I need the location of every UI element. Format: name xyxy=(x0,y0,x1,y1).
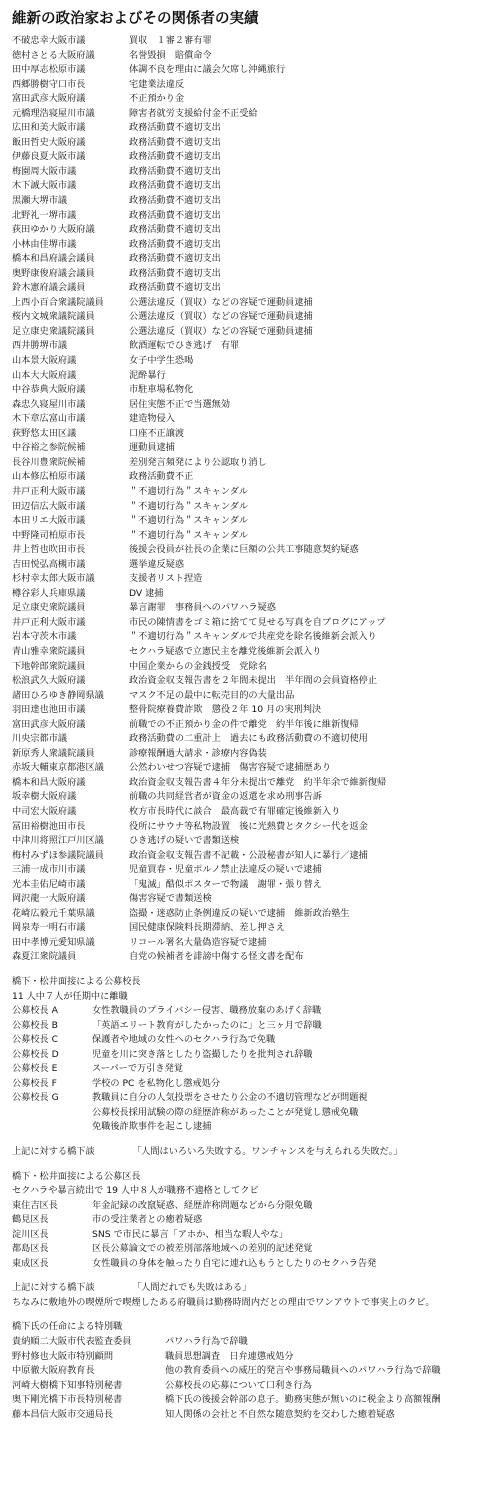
row-description: 選挙違反疑惑 xyxy=(129,558,185,570)
row-description: 暴言謝罪 事務員へのパワハラ疑惑 xyxy=(129,602,276,614)
row-name: 森夏江衆院議員 xyxy=(12,951,77,963)
row-description: 公然わいせつ容疑で逮捕 傷害容疑で逮捕歴あり xyxy=(129,762,332,774)
row-description: 政務活動費不適切支出 xyxy=(129,122,221,134)
principal-subheading: 11 人中７人が任期中に離職 xyxy=(12,990,128,1002)
row-name: 足立康史衆院議員 xyxy=(12,602,86,614)
row-description: 政治資金収支報告書不記載・公設秘書が知人に暴行／逮捕 xyxy=(129,849,368,861)
politician-row xyxy=(12,805,496,820)
row-description: 前職の共同経営者が資金の返還を求め刑事告訴 xyxy=(129,791,322,803)
row-description: SNS で市民に暴言「アホか、相当な暇人やな」 xyxy=(92,1228,289,1240)
row-description: 政務活動費不適切支出 xyxy=(129,253,221,265)
row-description: 市民の陳情書をゴミ箱に捨てて見せる写真を自ブログにアップ xyxy=(129,616,386,628)
politician-row xyxy=(12,892,496,907)
row-name: 橋本和昌府議会議員 xyxy=(12,253,95,265)
politician-row xyxy=(12,645,496,660)
row-name: 新原秀人衆議院議員 xyxy=(12,747,95,759)
politician-row xyxy=(12,936,496,951)
row-description: 政務活動費不適切支出 xyxy=(129,238,221,250)
row-description: セクハラ疑惑で立憲民主を離党後維新会派入り xyxy=(129,645,322,657)
indent xyxy=(12,1120,92,1135)
row-description: 「鬼滅」酷似ポスターで物議 謝罪・張り替え xyxy=(129,878,322,890)
indent xyxy=(12,1106,92,1121)
ward-list xyxy=(12,1199,496,1272)
row-name: 諸田ひろゆき静岡県議 xyxy=(12,689,104,701)
row-description: パワハラ行為で辞職 xyxy=(165,1336,248,1348)
row-description: 公募校長採用試験の際の経歴詐称があったことが発覚し懲戒免職 xyxy=(92,1106,359,1118)
politician-row xyxy=(12,325,496,340)
row-name: 冨田裕樹池田市長 xyxy=(12,820,86,832)
row-name: 東成区長 xyxy=(12,1257,49,1269)
row-description: 政務活動費不適切支出 xyxy=(129,136,221,148)
row-description: 職員思想調査 日弁連懲戒処分 xyxy=(165,1350,294,1362)
row-description: 女性職員の身体を触ったり自宅に連れ込もうとしたりのセクハラ告発 xyxy=(92,1257,377,1269)
row-name: 森忠久寝屋川市議 xyxy=(12,398,86,410)
row-name: 桜内文城衆議院議員 xyxy=(12,311,95,323)
row-description: 傷害容疑で書類送検 xyxy=(129,893,212,905)
politician-row xyxy=(12,223,496,238)
row-name: 富田武彦大阪府議 xyxy=(12,718,86,730)
politician-row xyxy=(12,383,496,398)
row-name: 光本圭佑尼崎市議 xyxy=(12,878,86,890)
row-name: 杉村幸太郎大阪市議 xyxy=(12,573,95,585)
politician-row xyxy=(12,107,496,122)
politician-row xyxy=(12,136,496,151)
row-name: 中原徹大阪府教育長 xyxy=(12,1365,95,1377)
ward-section xyxy=(12,1170,496,1272)
row-description: 差別発言頻発により公認取り消し xyxy=(129,456,267,468)
principal-heading: 橋下・松井面接による公募校長 xyxy=(12,976,141,987)
row-description: 国民健康保険料長期滞納、差し押さえ xyxy=(129,922,286,934)
row-description: ＂不適切行為＂スキャンダル xyxy=(129,515,249,527)
principal-row xyxy=(12,1019,496,1034)
row-description: ひき逃げの疑いで書類送検 xyxy=(129,835,240,847)
row-name: 元橋理浩寝屋川市議 xyxy=(12,107,95,119)
politician-row xyxy=(12,543,496,558)
politician-row xyxy=(12,878,496,893)
row-name: 奥下剛光橋下市長特別秘書 xyxy=(12,1394,123,1406)
row-name: 本田リエ大阪市議 xyxy=(12,515,86,527)
politician-row xyxy=(12,238,496,253)
spacer xyxy=(12,1160,496,1170)
response-row xyxy=(12,1281,496,1296)
row-name: 岡沢龍一大阪府議 xyxy=(12,893,86,905)
principal-row xyxy=(12,1033,496,1048)
row-description: 居住実態不正で当選無効 xyxy=(129,398,231,410)
special-heading: 橋下氏の任命による特別職 xyxy=(12,1321,123,1333)
row-description: 前職での不正預かり金の件で離党 約半年後に維新復帰 xyxy=(129,718,359,730)
row-description: 保護者や地域の女性へのセクハラ行為で免職 xyxy=(92,1034,276,1046)
spacer xyxy=(12,1271,496,1281)
row-description: ＂不適切行為＂スキャンダル xyxy=(129,500,249,512)
row-name: 中野隆司柏原市長 xyxy=(12,529,86,541)
spacer xyxy=(12,1310,496,1320)
politician-row xyxy=(12,587,496,602)
special-section xyxy=(12,1320,496,1422)
ward-note: ちなみに敷地外の喫煙所で喫煙したある府職員は勤務時間内だとの理由でワンアウトで事実上のクビ。 xyxy=(12,1296,435,1308)
politician-row xyxy=(12,49,496,64)
row-name: 赤坂大輔東京都港区議 xyxy=(12,762,104,774)
politician-row xyxy=(12,572,496,587)
row-description: 女子中学生恐喝 xyxy=(129,355,194,367)
politician-row xyxy=(12,427,496,442)
row-description: 区長公募論文での被差別部落地域への差別的記述発覚 xyxy=(92,1243,313,1255)
response-row xyxy=(12,1145,496,1160)
row-name: 松浪武久大阪府議 xyxy=(12,675,86,687)
politician-row xyxy=(12,950,496,965)
politician-row xyxy=(12,790,496,805)
politician-row xyxy=(12,165,496,180)
politician-row xyxy=(12,718,496,733)
row-description: 政務活動費の二重計上 過去にも政務活動費の不適切使用 xyxy=(129,733,368,745)
row-name: 梅園周大阪市議 xyxy=(12,165,77,177)
politician-row xyxy=(12,339,496,354)
row-name: 山本大大阪府議 xyxy=(12,369,77,381)
politician-row xyxy=(12,514,496,529)
politician-row xyxy=(12,369,496,384)
row-description: マスク不足の最中に転売目的の大量出品 xyxy=(129,689,295,701)
row-name: 坂幸樹大阪府議 xyxy=(12,791,77,803)
politician-row xyxy=(12,907,496,922)
row-name: 足立康史衆議院議員 xyxy=(12,325,95,337)
row-name: 西井勝堺市議 xyxy=(12,340,68,352)
row-description: 枚方市長時代に談合 最高裁で有罪確定後維新入り xyxy=(129,805,341,817)
row-name: 西郷勝樹守口市長 xyxy=(12,78,86,90)
row-description: 政務活動費不適切支出 xyxy=(129,282,221,294)
special-row xyxy=(12,1393,496,1408)
politician-row xyxy=(12,121,496,136)
politician-row xyxy=(12,412,496,427)
politician-row xyxy=(12,834,496,849)
row-name: 田中孝博元愛知県議 xyxy=(12,936,95,948)
ward-row xyxy=(12,1213,496,1228)
row-description: 診療報酬過大請求・診療内容偽装 xyxy=(129,747,267,759)
principal-section xyxy=(12,975,496,1135)
row-name: 黒瀬大堺市議 xyxy=(12,195,68,207)
row-description: 整骨院療養費詐欺 懲役２年 10 月の実刑判決 xyxy=(129,704,322,716)
row-name: 広田和美大阪市議 xyxy=(12,122,86,134)
row-name: 梅村みずほ参議院議員 xyxy=(12,849,104,861)
document xyxy=(12,8,496,1422)
row-description: 公募校長の応募について口利き行為 xyxy=(165,1379,312,1391)
row-description: 買収 １審２審有罪 xyxy=(129,35,212,46)
politician-row xyxy=(12,296,496,311)
politician-row xyxy=(12,601,496,616)
row-name: 北野礼一堺市議 xyxy=(12,209,77,221)
row-name: 奥野康俊府議会議員 xyxy=(12,267,95,279)
politician-row xyxy=(12,747,496,762)
politician-row xyxy=(12,776,496,791)
spacer xyxy=(12,1135,496,1145)
row-description: 児童買春・児童ポルノ禁止法違反の疑いで逮捕 xyxy=(129,864,322,876)
row-name: 木下章広富山市議 xyxy=(12,413,86,425)
politician-row xyxy=(12,703,496,718)
row-name: 河崎大樹橋下知事特別秘書 xyxy=(12,1379,123,1391)
row-description: 児童を川に突き落としたり盗撮したりを批判され辞職 xyxy=(92,1048,313,1060)
row-description: 市駐車場私物化 xyxy=(129,384,194,396)
politician-row xyxy=(12,281,496,296)
row-name: 不破忠幸大阪市議 xyxy=(12,35,86,46)
special-row xyxy=(12,1364,496,1379)
row-description: 運動員逮捕 xyxy=(129,442,175,454)
row-description: 体調不良を理由に議会欠席し沖縄旅行 xyxy=(129,64,286,76)
row-description: 免職後詐欺事件を起こし逮捕 xyxy=(92,1121,212,1133)
ward-subheading: セクハラや暴言続出で 19 人中８人が職務不適格としてクビ xyxy=(12,1185,259,1197)
row-description: 教職員に自分の人気投票をさせたり公金の不適切管理などが問題視 xyxy=(92,1092,368,1104)
row-name: 貴納順二大阪市代表監査委員 xyxy=(12,1336,132,1348)
row-description: 口座不正譲渡 xyxy=(129,427,185,439)
row-description: 後援会役員が社長の企業に巨額の公共工事随意契約疑惑 xyxy=(129,544,359,556)
ward-response xyxy=(12,1281,496,1310)
row-description: 政務活動費不適切支出 xyxy=(129,195,221,207)
row-description: DV 逮捕 xyxy=(129,587,164,599)
row-name: 長谷川豊衆院候補 xyxy=(12,456,86,468)
row-description: 宅建業法違反 xyxy=(129,78,185,90)
row-description: ＂不適切行為＂スキャンダルで共産党を除名後維新会派入り xyxy=(129,631,377,643)
row-name: 公募校長 D xyxy=(12,1048,59,1060)
row-name: 公募校長 G xyxy=(12,1092,59,1104)
politician-row xyxy=(12,252,496,267)
row-description: 政務活動費不適切支出 xyxy=(129,209,221,221)
row-name: 公募校長 B xyxy=(12,1019,58,1031)
row-description: ＂不適切行為＂スキャンダル xyxy=(129,485,249,497)
principal-response xyxy=(12,1145,496,1160)
principal-continuation xyxy=(12,1106,496,1135)
response-label: 上記に対する橋下談 xyxy=(12,1146,95,1158)
row-name: 鶴見区長 xyxy=(12,1214,49,1226)
row-name: 井戸正利大阪市議 xyxy=(12,616,86,628)
row-description: リコール署名大量偽造容疑で逮捕 xyxy=(129,936,267,948)
row-name: 公募校長 E xyxy=(12,1063,58,1075)
politician-row xyxy=(12,267,496,282)
politician-row xyxy=(12,179,496,194)
page-title: 維新の政治家およびその関係者の実績 xyxy=(12,11,259,27)
row-name: 三浦一成市川市議 xyxy=(12,864,86,876)
politician-row xyxy=(12,398,496,413)
row-name: 公募校長 C xyxy=(12,1034,59,1046)
politician-row xyxy=(12,194,496,209)
politician-row xyxy=(12,310,496,325)
row-name: 山本景大阪府議 xyxy=(12,355,77,367)
row-name: 淀川区長 xyxy=(12,1228,49,1240)
row-description: 市の受注業者との癒着疑惑 xyxy=(92,1214,203,1226)
row-name: 吉田悦弘高槻市議 xyxy=(12,558,86,570)
row-description: 知人関係の会社と不自然な随意契約を交わした癒着疑惑 xyxy=(165,1408,395,1420)
row-name: 藤本昌信大阪市交通局長 xyxy=(12,1408,114,1420)
row-description: 泥酔暴行 xyxy=(129,369,166,381)
politician-row xyxy=(12,863,496,878)
politician-row xyxy=(12,820,496,835)
principal-continuation-row xyxy=(12,1106,496,1121)
row-description: 政治資金収支報告書を２年間未提出 半年間の会員資格停止 xyxy=(129,675,378,687)
politician-row xyxy=(12,761,496,776)
row-name: 山本修広柏原市議 xyxy=(12,471,86,483)
row-name: 鈴木憲府議会議員 xyxy=(12,282,86,294)
row-name: 中谷恭典大阪府議 xyxy=(12,384,86,396)
politician-row xyxy=(12,732,496,747)
row-description: 政務活動費不適切支出 xyxy=(129,151,221,163)
row-name: 中谷裕之参院候補 xyxy=(12,442,86,454)
row-name: 川央宗都市議 xyxy=(12,733,68,745)
politician-row xyxy=(12,660,496,675)
politician-row xyxy=(12,150,496,165)
spacer xyxy=(12,965,496,975)
row-description: 名誉毀損 賠償命令 xyxy=(129,49,212,61)
row-description: 役所にサウナ等私物設置 後に光熱費とタクシー代を返金 xyxy=(129,820,368,832)
row-name: 徳村さとる大阪府議 xyxy=(12,49,95,61)
response-quote: 「人間だれでも失敗はある」 xyxy=(132,1282,252,1294)
politician-list xyxy=(12,34,496,965)
principal-row xyxy=(12,1048,496,1063)
principal-row xyxy=(12,1004,496,1019)
row-description: 公選法違反（買収）などの容疑で運動員逮捕 xyxy=(129,311,313,323)
row-description: 支援者リスト捏造 xyxy=(129,573,203,585)
politician-row xyxy=(12,456,496,471)
row-name: 公募校長 A xyxy=(12,1005,58,1017)
row-description: 政治資金収支報告書４年分未提出で離党 約半年余で維新復帰 xyxy=(129,776,387,788)
politician-row xyxy=(12,849,496,864)
row-name: 下地幹郎衆院議員 xyxy=(12,660,86,672)
row-name: 岩本守茨木市議 xyxy=(12,631,77,643)
row-name: 井上哲也吹田市長 xyxy=(12,544,86,556)
row-description: 政務活動費不適切支出 xyxy=(129,224,221,236)
politician-row xyxy=(12,674,496,689)
row-description: 「英語エリート教育がしたかったのに」と三ヶ月で辞職 xyxy=(92,1019,322,1031)
politician-row xyxy=(12,354,496,369)
row-description: 他の教育委員への威圧的発言や事務局職員へのパワハラ行為で辞職 xyxy=(165,1365,441,1377)
row-name: 公募校長 F xyxy=(12,1077,57,1089)
ward-heading: 橋下・松井面接による公募区長 xyxy=(12,1170,141,1182)
row-name: 中司宏大阪府議 xyxy=(12,805,77,817)
row-name: 荻野悠太田区議 xyxy=(12,427,77,439)
politician-row xyxy=(12,34,496,49)
row-name: 木下誠大阪市議 xyxy=(12,180,77,192)
politician-row xyxy=(12,500,496,515)
row-description: 政務活動費不適切支出 xyxy=(129,165,221,177)
special-row xyxy=(12,1350,496,1365)
row-name: 飯田哲史大阪府議 xyxy=(12,136,86,148)
row-description: 年金記録の改竄疑惑、経歴詐称問題などから分限免職 xyxy=(92,1199,313,1211)
row-name: 荻田ゆかり大阪府議 xyxy=(12,224,95,236)
row-description: 盗撮・迷惑防止条例違反の疑いで逮捕 維新政治塾生 xyxy=(129,907,350,919)
row-description: 政務活動費不適切支出 xyxy=(129,267,221,279)
row-name: 青山雅幸衆院議員 xyxy=(12,645,86,657)
row-description: 女性教職員のプライバシー侵害、職務放棄のあげく辞職 xyxy=(92,1005,322,1017)
row-name: 田辺信広大阪市議 xyxy=(12,500,86,512)
politician-row xyxy=(12,689,496,704)
politician-row xyxy=(12,529,496,544)
politician-row xyxy=(12,485,496,500)
row-description: 学校の PC を私物化し懲戒処分 xyxy=(92,1077,221,1089)
row-description: 自党の候補者を誹謗中傷する怪文書を配布 xyxy=(129,951,304,963)
politician-row xyxy=(12,92,496,107)
row-name: 都島区長 xyxy=(12,1243,49,1255)
row-description: 中国企業からの金銭授受 党除名 xyxy=(129,660,267,672)
row-name: 岡泉寿一明石市議 xyxy=(12,922,86,934)
row-description: 飲酒運転でひき逃げ 有罪 xyxy=(129,340,240,352)
response-quote: 「人間はいろいろ失敗する。ワンチャンスを与えられる失敗だ。」 xyxy=(132,1146,403,1158)
row-name: 東住吉区長 xyxy=(12,1199,58,1211)
principal-list xyxy=(12,1004,496,1106)
row-name: 井戸正利大阪市議 xyxy=(12,485,86,497)
special-row xyxy=(12,1335,496,1350)
row-name: 小林由佳堺市議 xyxy=(12,238,77,250)
row-description: 政務活動費不正 xyxy=(129,471,194,483)
row-description: 政務活動費不適切支出 xyxy=(129,180,221,192)
ward-row xyxy=(12,1199,496,1214)
politician-row xyxy=(12,616,496,631)
row-description: 橋下氏の後援会幹部の息子。勤務実態が無いのに税金より高額報酬 xyxy=(165,1394,441,1406)
row-description: 建造物侵入 xyxy=(129,413,175,425)
special-row xyxy=(12,1408,496,1423)
row-description: 公選法違反（買収）などの容疑で運動員逮捕 xyxy=(129,296,313,308)
row-name: 羽田達也池田市議 xyxy=(12,704,86,716)
politician-row xyxy=(12,209,496,224)
special-row xyxy=(12,1379,496,1394)
row-name: 伊藤良夏大阪市議 xyxy=(12,151,86,163)
row-name: 野村修也大阪市特別顧問 xyxy=(12,1350,114,1362)
politician-row xyxy=(12,441,496,456)
row-name: 中津川将照江戸川区議 xyxy=(12,835,104,847)
row-description: ＂不適切行為＂スキャンダル xyxy=(129,529,249,541)
special-list xyxy=(12,1335,496,1422)
politician-row xyxy=(12,921,496,936)
principal-row xyxy=(12,1062,496,1077)
ward-row xyxy=(12,1257,496,1272)
row-name: 樽谷彩人兵庫県議 xyxy=(12,587,86,599)
politician-row xyxy=(12,558,496,573)
ward-row xyxy=(12,1228,496,1243)
ward-row xyxy=(12,1242,496,1257)
row-name: 橋本和昌大阪府議 xyxy=(12,776,86,788)
principal-row xyxy=(12,1077,496,1092)
politician-row xyxy=(12,78,496,93)
politician-row xyxy=(12,470,496,485)
row-description: スーパーで万引き発覚 xyxy=(92,1063,183,1075)
principal-row xyxy=(12,1091,496,1106)
row-name: 花崎広毅元千葉県議 xyxy=(12,907,95,919)
row-name: 田中厚志松原市議 xyxy=(12,64,86,76)
principal-continuation-row xyxy=(12,1120,496,1135)
row-description: 公選法違反（買収）などの容疑で運動員逮捕 xyxy=(129,325,313,337)
politician-row xyxy=(12,630,496,645)
politician-row xyxy=(12,63,496,78)
row-name: 上西小百合衆議院議員 xyxy=(12,296,104,308)
row-description: 不正預かり金 xyxy=(129,93,185,105)
row-name: 富田武彦大阪府議 xyxy=(12,93,86,105)
response-label: 上記に対する橋下談 xyxy=(12,1282,95,1294)
row-description: 障害者就労支援給付金不正受給 xyxy=(129,107,258,119)
